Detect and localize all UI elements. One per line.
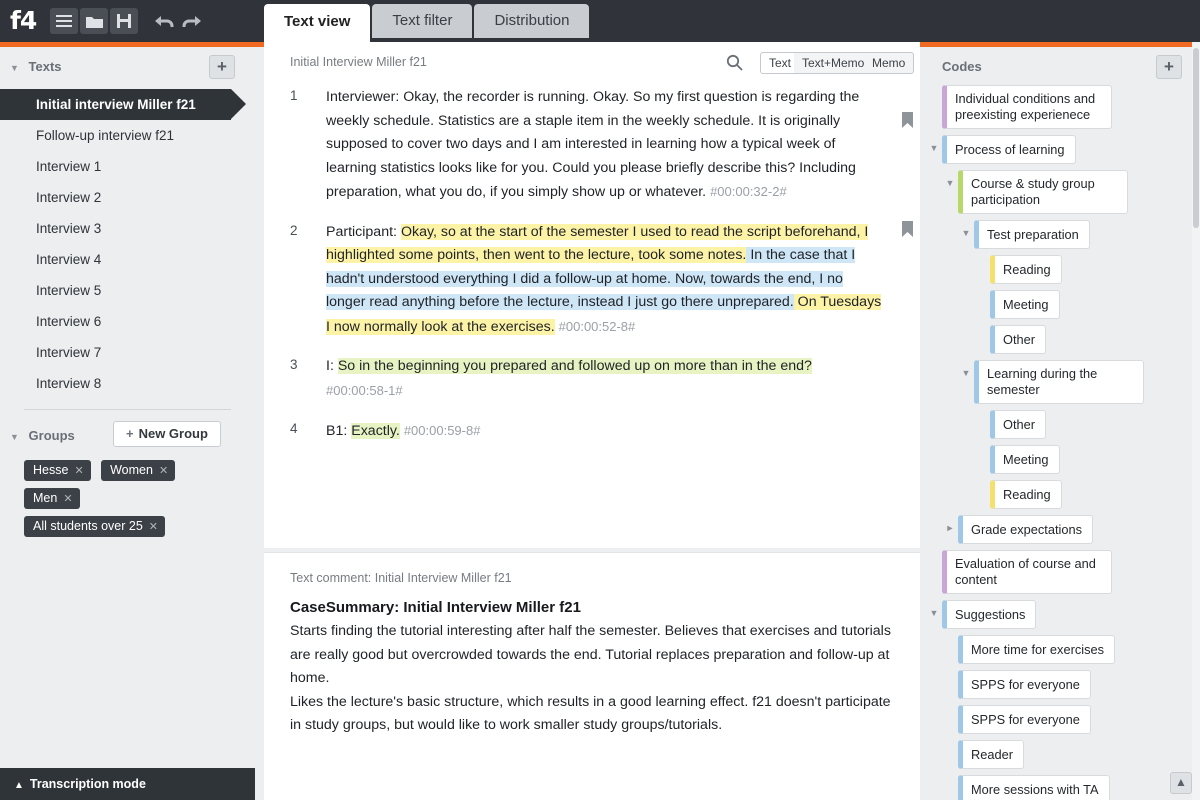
sidebar-divider [24,409,231,410]
code-row [928,600,1200,629]
group-tag-all-students-over-25[interactable] [24,516,165,537]
code-row [928,515,1200,544]
code-chip-test-preparation[interactable]: Test preparation [974,220,1090,249]
chevron-down-icon[interactable]: ▼ [961,368,971,378]
group-tag-list [0,452,230,544]
chevron-down-icon[interactable]: ▼ [929,608,939,618]
sidebar [0,47,255,800]
transcription-mode-label: Transcription mode [29,777,146,791]
transcript-paragraph[interactable] [290,221,894,340]
code-chip-reader[interactable]: Reader [958,740,1024,769]
code-row [928,290,1200,319]
tab-text-filter[interactable]: Text filter [372,4,472,38]
code-row [928,220,1200,249]
app-logo: f4 [10,6,37,35]
transcript-paragraph[interactable] [290,86,894,205]
text-item-interview-6[interactable]: Interview 6 [36,314,102,329]
redo-icon[interactable] [178,8,206,34]
transcription-mode-button[interactable] [0,768,255,800]
speaker-label: Interviewer: [326,89,400,105]
bookmark-icon[interactable] [902,221,912,236]
code-chip-other[interactable]: Other [990,325,1046,354]
codes-section-header [928,47,1200,85]
coded-segment-blue[interactable]: In the case that I hadn't understood everything I did a follow-up at home. Now, towards the end, I no longer read anything before the lecture, instead I just go there unprepared. [326,247,856,310]
expand-icon[interactable]: ▲ [1170,772,1192,794]
text-item-initial-interview-miller-f21[interactable]: Initial interview Miller f21 [0,89,231,120]
code-chip-process-of-learning[interactable]: Process of learning [942,135,1076,164]
groups-header-label: Groups [28,428,75,443]
add-code-button[interactable]: + [1156,55,1182,79]
code-chip-grade-expectations[interactable]: Grade expectations [958,515,1093,544]
codes-header-label: Codes [942,59,982,74]
list-icon[interactable] [50,8,78,34]
paragraph-number: 4 [290,421,298,436]
group-tag-hesse[interactable] [24,460,91,481]
code-row [928,255,1200,284]
coded-segment-yellow[interactable]: Okay, so at the start of the semester I used to read the script beforehand, I highlighted some points, then went to the lecture, took some notes. [326,223,869,263]
code-chip-meeting[interactable]: Meeting [990,290,1060,319]
top-bar [0,0,1200,42]
groups-section-header [0,418,255,452]
center-panel [264,42,920,800]
coded-segment-yellow-2[interactable]: On Tuesdays I now normally look at the exercises. [326,294,882,335]
paragraph-number: 1 [290,88,298,103]
text-item-follow-up-interview-f21[interactable]: Follow-up interview f21 [36,128,175,143]
code-row [928,445,1200,474]
text-comment-label: Text comment: Initial Interview Miller f21 [290,571,512,585]
close-icon[interactable]: ✕ [148,521,159,533]
timecode: #00:00:58-1# [326,382,403,398]
texts-list [0,89,255,399]
code-chip-learning-during-the-semester[interactable]: Learning during the semester [974,360,1144,404]
chevron-down-icon[interactable]: ▼ [945,178,955,188]
close-icon[interactable]: ✕ [63,493,73,505]
paragraph-text [326,355,886,403]
code-row [928,740,1200,769]
chevron-down-icon[interactable]: ▼ [10,432,19,442]
code-chip-more-time-for-exercises[interactable]: More time for exercises [958,635,1115,664]
folder-icon[interactable] [80,8,108,34]
case-summary-body [264,616,920,738]
case-summary-paragraph-1: Starts finding the tutorial interesting after half the semester. Believes that exercises and tutorials are really good but overcrowded towards the end. Tutorial replaces preparation and follow-up at home. [290,623,891,686]
add-text-button[interactable]: + [209,55,235,79]
coded-segment-green[interactable]: Exactly. [351,423,400,439]
timecode: #00:00:52-8# [558,318,636,334]
transcript [264,80,920,444]
code-row [928,325,1200,354]
transcript-paragraph[interactable] [290,419,894,444]
case-summary-title: CaseSummary: Initial Interview Miller f21 [290,599,581,616]
timecode: #00:00:59-8# [403,423,481,438]
document-header [264,42,920,80]
texts-section-header [0,47,255,87]
code-chip-course-study-group-participation[interactable]: Course & study group participation [958,170,1128,214]
code-chip-other[interactable]: Other [990,410,1046,439]
text-item-interview-7[interactable]: Interview 7 [36,345,102,360]
coded-segment-green[interactable]: So in the beginning you prepared and followed up on more than in the end? [337,358,812,374]
paragraph-number: 2 [290,222,298,238]
new-group-label: New Group [138,426,208,441]
chevron-down-icon[interactable]: ▼ [961,228,971,238]
group-tag-men[interactable] [24,488,80,509]
plus-icon: + [126,426,134,441]
close-icon[interactable]: ✕ [158,465,169,477]
code-row [928,480,1200,509]
tab-distribution[interactable]: Distribution [474,4,589,38]
speaker-label: I: [326,358,334,374]
group-tag-women[interactable] [101,460,175,481]
code-chip-spps-for-everyone[interactable]: SPPS for everyone [958,670,1091,699]
close-icon[interactable]: ✕ [74,465,84,477]
code-chip-more-sessions-with-ta[interactable]: More sessions with TA [958,775,1110,800]
view-mode-memo[interactable]: Memo [864,52,914,74]
search-icon[interactable] [726,54,743,76]
group-tag-label: Hesse [33,463,69,477]
code-chip-evaluation-of-course-and-content[interactable]: Evaluation of course and content [942,550,1112,594]
view-mode-text[interactable]: Text [760,52,800,74]
code-row [928,135,1200,164]
code-row [928,775,1200,800]
code-chip-individual-conditions-and-preexisting-experienece[interactable]: Individual conditions and preexisting experienece [942,85,1112,129]
timecode: #00:00:32-2# [710,184,787,199]
speaker-label: B1: [326,423,348,439]
document-card [264,42,920,548]
group-tag-label: Women [110,463,153,477]
view-mode-text-memo[interactable]: Text+Memo [794,52,873,74]
text-item-interview-8[interactable]: Interview 8 [36,376,102,391]
codes-panel [928,47,1200,800]
speaker-label: Participant: [326,223,397,240]
group-tag-label: Men [33,491,58,505]
code-chip-meeting[interactable]: Meeting [990,445,1060,474]
code-chip-suggestions[interactable]: Suggestions [942,600,1036,629]
bookmark-icon[interactable] [902,112,912,127]
code-row [928,360,1200,404]
texts-header-label: Texts [28,59,62,74]
paragraph-text [326,221,886,340]
group-tag-label: All students over 25 [33,519,143,533]
paragraph-number: 3 [290,357,298,372]
code-row [928,170,1200,214]
code-row [928,705,1200,734]
chevron-down-icon[interactable]: ▼ [10,63,19,73]
chevron-down-icon[interactable]: ▼ [929,143,939,153]
code-chip-reading[interactable]: Reading [990,480,1062,509]
text-item-interview-5[interactable]: Interview 5 [36,283,102,298]
code-row [928,635,1200,664]
paragraph-text [326,86,886,205]
code-row [928,550,1200,594]
text-item-interview-3[interactable]: Interview 3 [36,221,102,236]
code-row [928,410,1200,439]
save-icon[interactable] [110,8,138,34]
codes-list [928,85,1200,800]
code-row [928,670,1200,699]
case-summary-paragraph-2: Likes the lecture's basic structure, which results in a good learning effect. f21 doesn't participate in study groups, but would like to work smaller study groups/tutorials. [290,693,891,733]
code-row [928,85,1200,129]
tab-bar [264,4,591,42]
chevron-up-icon: ▲ [14,780,24,791]
paragraph-text [326,419,886,444]
tab-text-view[interactable]: Text view [264,4,370,42]
text-item-interview-4[interactable]: Interview 4 [36,252,102,267]
transcript-paragraph[interactable] [290,355,894,403]
text-item-interview-1[interactable]: Interview 1 [36,159,102,174]
document-title: Initial Interview Miller f21 [290,55,427,69]
scrollbar-thumb[interactable] [1193,48,1199,228]
code-chip-spps-for-everyone[interactable]: SPPS for everyone [958,705,1091,734]
text-comment-card [264,552,920,800]
code-chip-reading[interactable]: Reading [990,255,1062,284]
paragraph-body: Okay, the recorder is running. Okay. So my first question is regarding the weekly schedule. Statistics are a staple item in the weekly schedule. It is originally supposed to cover two days and I am interested in learning how a typical week of learning statistics looks like for you. Could you please briefly describe this? Including preparation, what you do, if you simply show up or whatever. [326,89,860,200]
undo-icon[interactable] [150,8,178,34]
new-group-button[interactable] [113,421,221,447]
chevron-right-icon[interactable]: ► [945,523,955,533]
text-item-interview-2[interactable]: Interview 2 [36,190,102,205]
